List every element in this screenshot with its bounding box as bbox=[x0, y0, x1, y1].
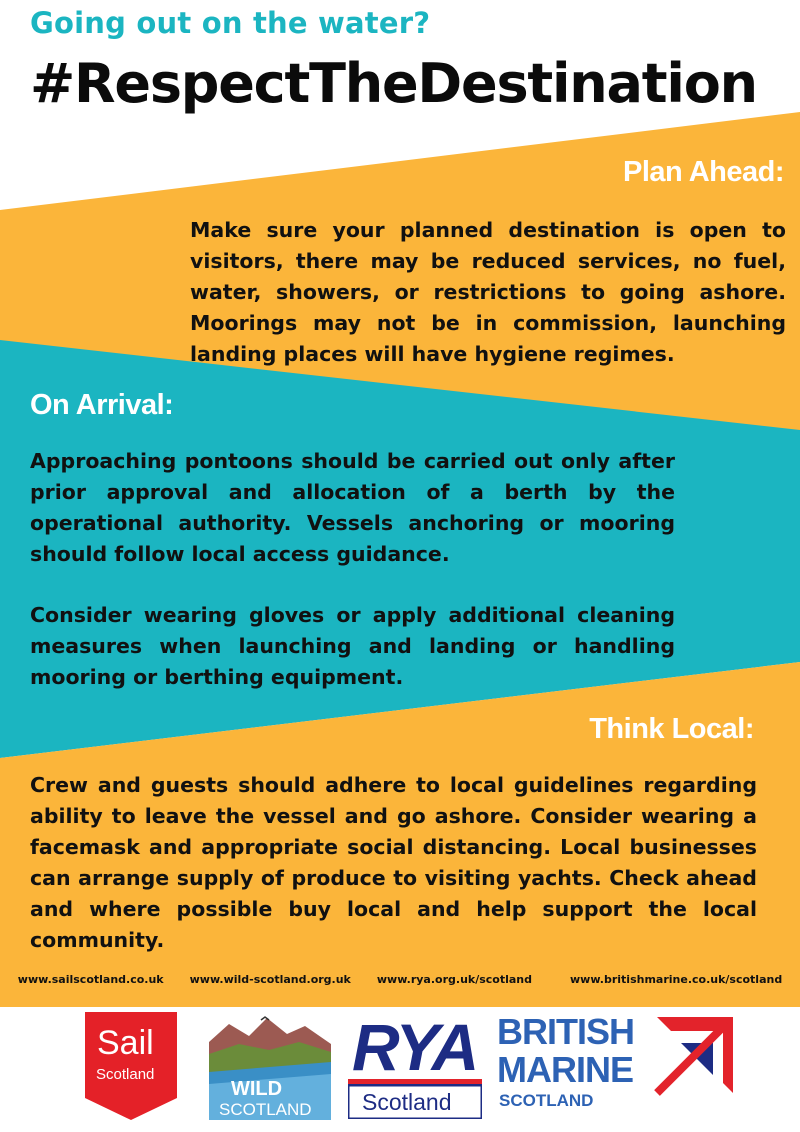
link-british-marine[interactable]: www.britishmarine.co.uk/scotland bbox=[570, 973, 783, 986]
wild-scotland-line2: SCOTLAND bbox=[219, 1100, 312, 1119]
on-arrival-paragraph-2: Consider wearing gloves or apply additional cleaning measures when launching and landing or handling mooring or berthing equipment. bbox=[30, 603, 675, 689]
think-local-text: Crew and guests should adhere to local guidelines regarding ability to leave the vessel and go ashore. Consider wearing a facemask and appropriate social distancing. Local businesses can arrange supply of produce to visiting yachts. Check ahead and where possible buy local and help support the local community. bbox=[30, 773, 757, 952]
plan-ahead-heading: Plan Ahead: bbox=[622, 156, 784, 188]
website-links bbox=[0, 973, 800, 986]
link-sailscotland[interactable]: www.sailscotland.co.uk bbox=[17, 973, 164, 986]
plan-ahead-text: Make sure your planned destination is open to visitors, there may be reduced services, no fuel, water, showers, or restrictions to going ashore. Moorings may not be in commission, launching landing places will have hygiene regimes. bbox=[190, 218, 786, 366]
british-marine-line2: MARINE bbox=[497, 1049, 633, 1090]
sail-scotland-logo bbox=[85, 1012, 177, 1120]
rya-mark: RYA bbox=[352, 1010, 477, 1084]
sail-scotland-line2: Scotland bbox=[96, 1066, 155, 1083]
tagline: Going out on the water? bbox=[30, 6, 431, 40]
wild-scotland-line1: WILD bbox=[231, 1078, 283, 1100]
on-arrival-heading: On Arrival: bbox=[30, 389, 174, 421]
on-arrival-paragraph-1: Approaching pontoons should be carried out only after prior approval and allocation of a berth by the operational authority. Vessels anchoring or mooring should follow local access guidance. bbox=[30, 449, 675, 566]
link-wild-scotland[interactable]: www.wild-scotland.org.uk bbox=[189, 973, 351, 986]
think-local-heading: Think Local: bbox=[589, 713, 754, 745]
british-marine-line1: BRITISH bbox=[497, 1011, 634, 1052]
hashtag-title: #RespectTheDestination bbox=[30, 52, 757, 115]
link-rya-scotland[interactable]: www.rya.org.uk/scotland bbox=[376, 973, 533, 986]
british-marine-logo bbox=[497, 1013, 741, 1117]
wild-scotland-logo bbox=[209, 1014, 331, 1120]
british-marine-line3: SCOTLAND bbox=[499, 1091, 594, 1110]
rya-scotland-label: Scotland bbox=[362, 1089, 452, 1115]
sail-scotland-line1: Sail bbox=[97, 1024, 154, 1062]
partner-logos bbox=[0, 1007, 800, 1132]
rya-scotland-logo bbox=[348, 1010, 482, 1119]
